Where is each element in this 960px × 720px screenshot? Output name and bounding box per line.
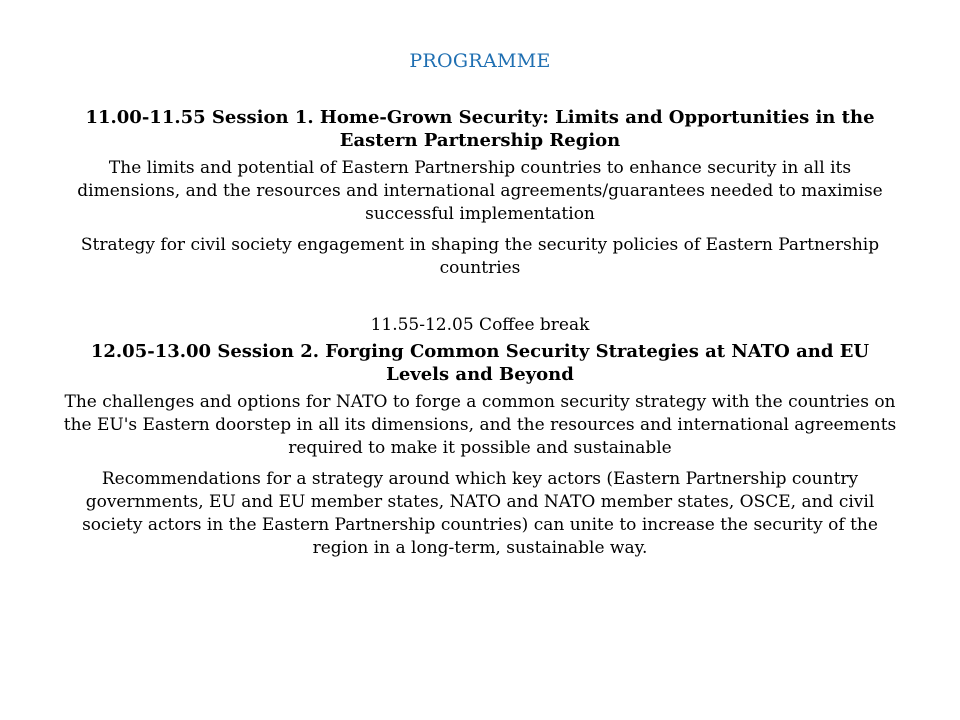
session-2-point-2: Recommendations for a strategy around which key actors (Eastern Partnership country governments, EU and EU member states, NATO and NATO member states, OSCE, and civil society actors in the Eastern Partnership countries) can unite to increase the security of the region in a long-term, sustainable way. [82,469,878,558]
programme-page [60,48,900,568]
page-title: PROGRAMME [409,50,551,72]
session-1-point-1: The limits and potential of Eastern Partnership countries to enhance security in all its dimensions, and the resources and international agreements/guarantees needed to maximise successful implementation [77,158,883,224]
session-1-point-2: Strategy for civil society engagement in shaping the security policies of Eastern Partnership countries [80,235,880,278]
session-1 [60,106,900,280]
coffee-break: 11.55-12.05 Coffee break [370,315,590,335]
session-1-heading: 11.00-11.55 Session 1. Home-Grown Security: Limits and Opportunities in the Eastern Partnership Region [85,107,875,151]
section-spacer [60,288,900,314]
session-2-heading: 12.05-13.00 Session 2. Forging Common Security Strategies at NATO and EU Levels and Beyond [90,341,870,385]
session-2-point-1: The challenges and options for NATO to forge a common security strategy with the countries on the EU's Eastern doorstep in all its dimensions, and the resources and international agreements required to make it possible and sustainable [63,392,897,458]
session-2 [60,340,900,560]
